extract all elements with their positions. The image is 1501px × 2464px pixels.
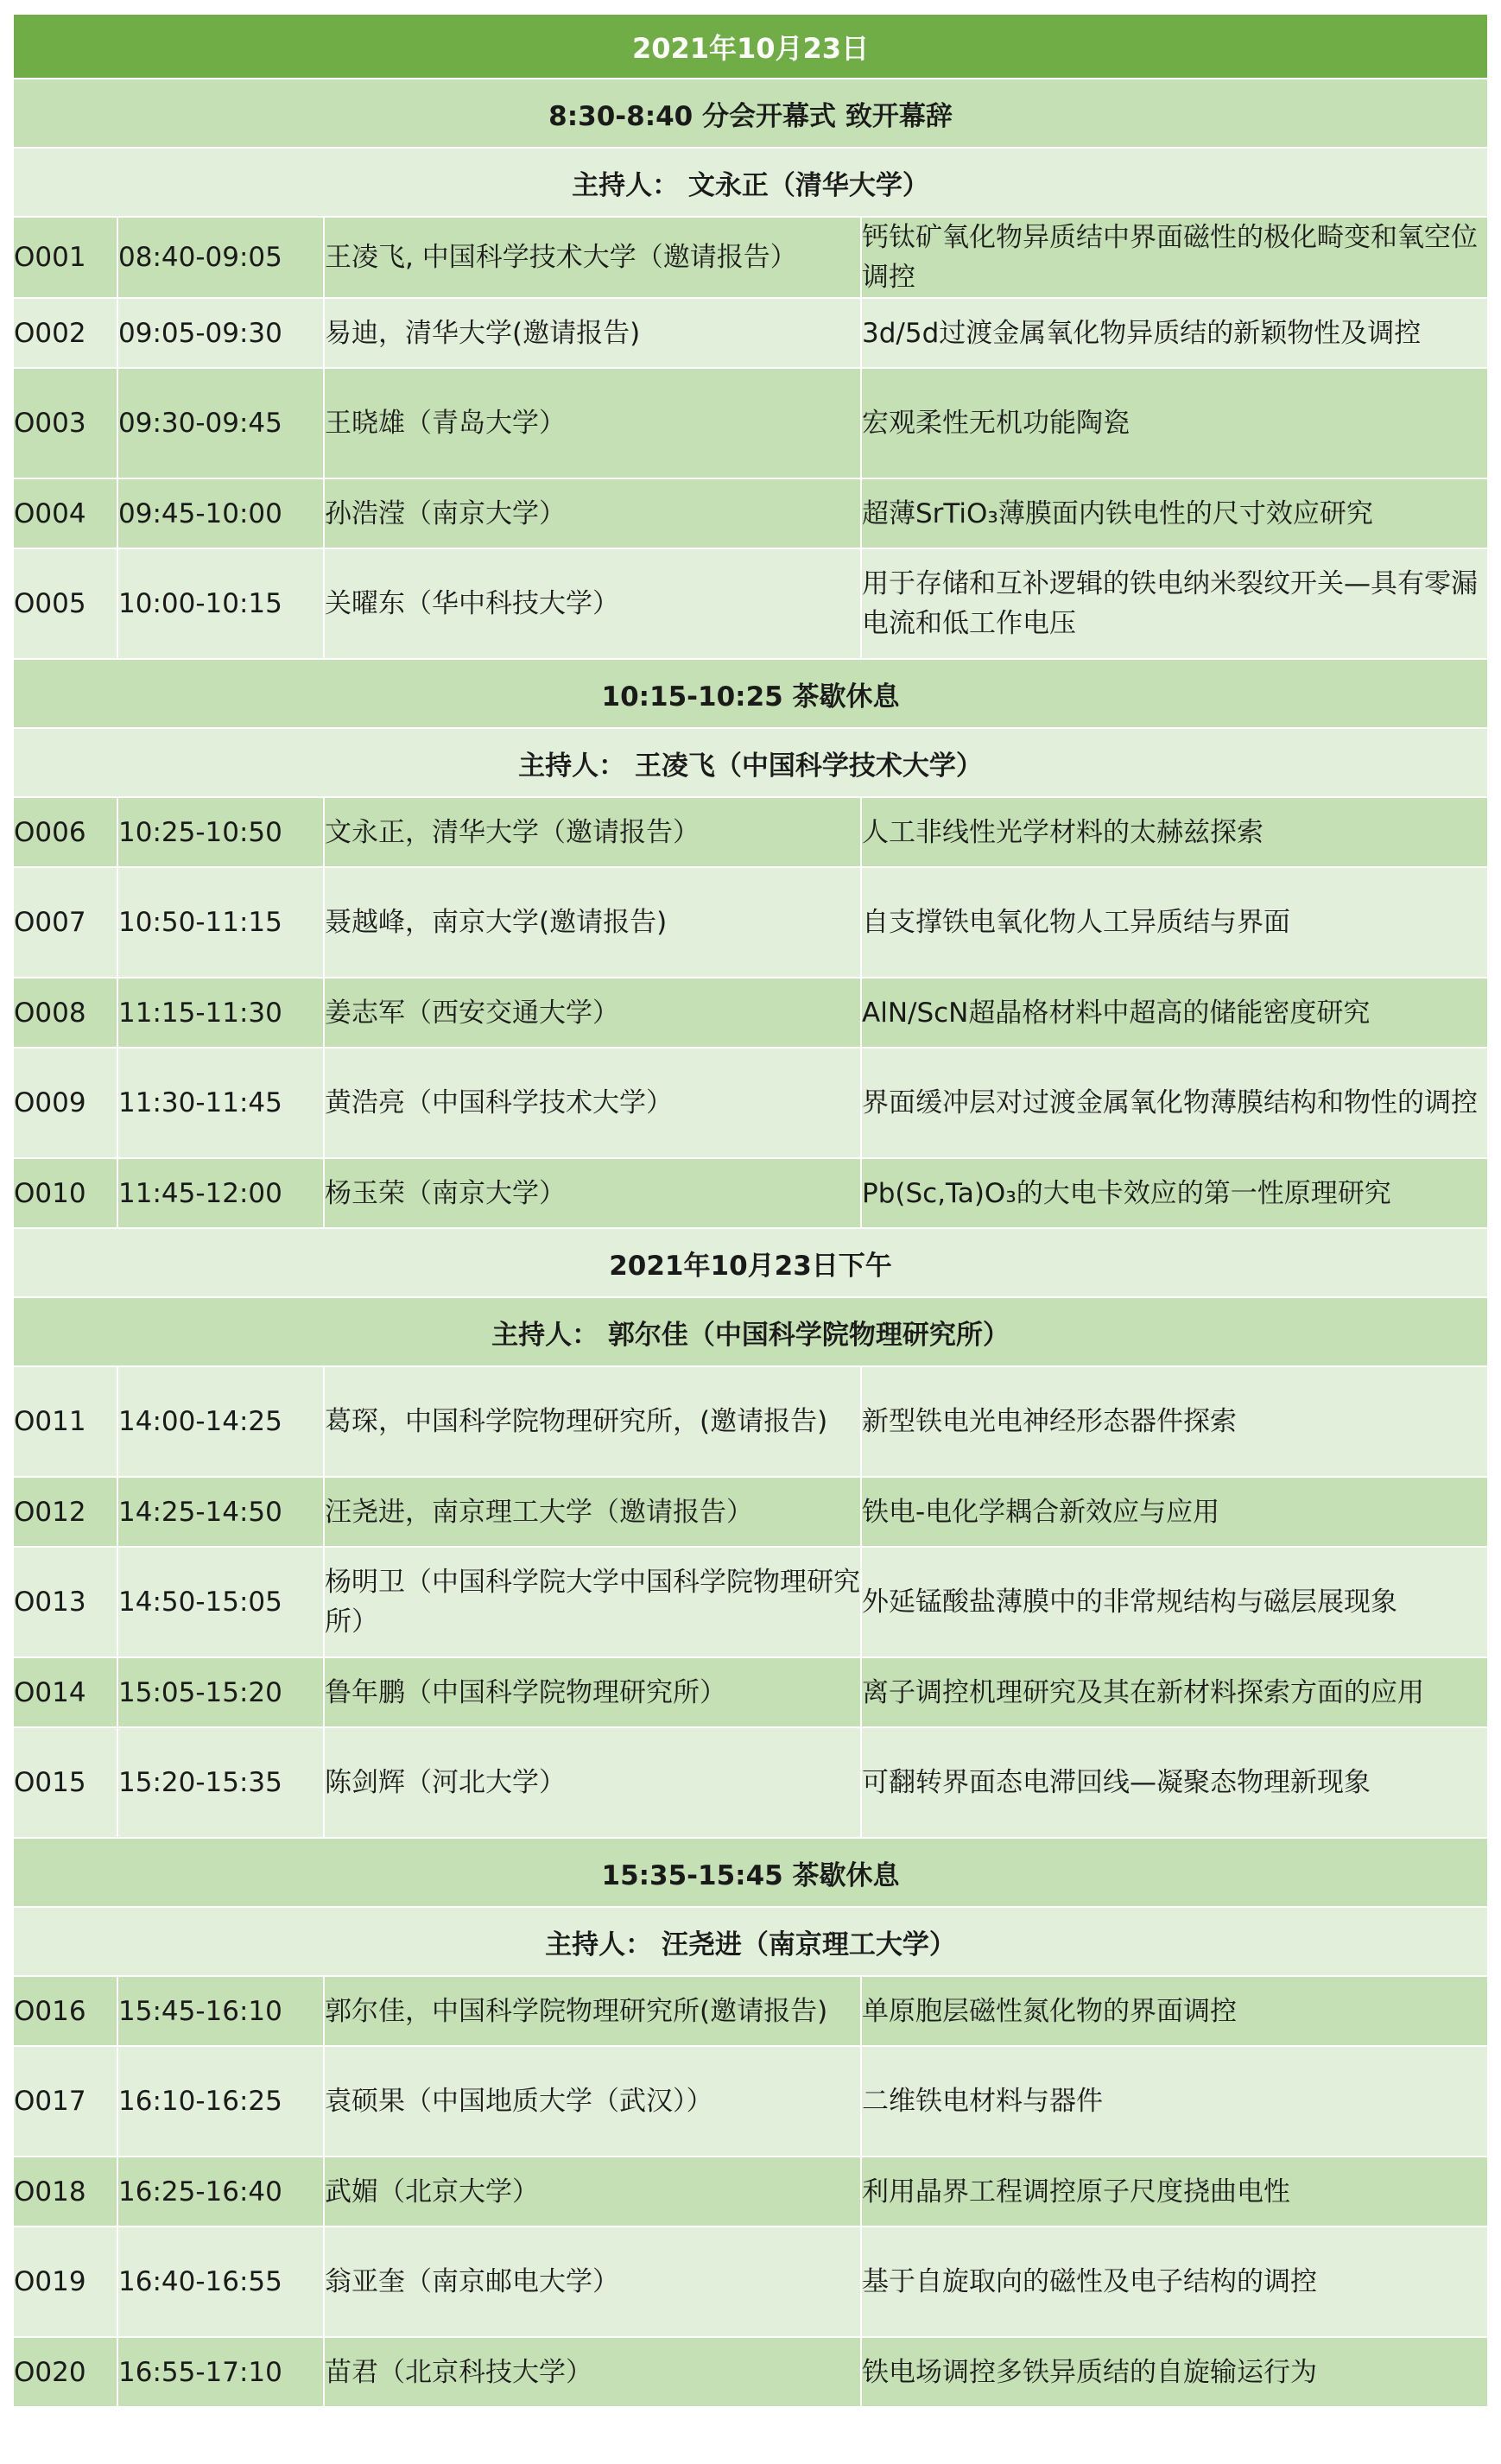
section-row [14, 729, 1487, 796]
section-label: 15:35-15:45 茶歇休息 [14, 1839, 1487, 1906]
talk-id: O006 [14, 798, 117, 866]
talk-speaker: 陈剑辉（河北大学） [325, 1728, 860, 1837]
talk-speaker: 汪尧进，南京理工大学（邀请报告） [325, 1478, 860, 1546]
talk-id: O013 [14, 1548, 117, 1656]
talk-speaker: 袁硕果（中国地质大学（武汉）） [325, 2047, 860, 2156]
talk-speaker: 王凌飞, 中国科学技术大学（邀请报告） [325, 218, 860, 297]
talk-title: 3d/5d过渡金属氧化物异质结的新颖物性及调控 [862, 299, 1487, 367]
talk-title: Pb(Sc,Ta)O₃的大电卡效应的第一性原理研究 [862, 1159, 1487, 1227]
talk-title: 超薄SrTiO₃薄膜面内铁电性的尺寸效应研究 [862, 479, 1487, 548]
talk-title: 铁电场调控多铁异质结的自旋输运行为 [862, 2338, 1487, 2406]
talk-row [14, 1048, 1487, 1157]
talk-row [14, 299, 1487, 367]
talk-title: 用于存储和互补逻辑的铁电纳米裂纹开关—具有零漏电流和低工作电压 [862, 549, 1487, 658]
talk-speaker: 杨明卫（中国科学院大学中国科学院物理研究所） [325, 1548, 860, 1656]
talk-title: 外延锰酸盐薄膜中的非常规结构与磁层展现象 [862, 1548, 1487, 1656]
schedule-table [12, 13, 1489, 2408]
talk-title: 新型铁电光电神经形态器件探索 [862, 1367, 1487, 1476]
talk-time: 16:55-17:10 [118, 2338, 323, 2406]
talk-id: O016 [14, 1977, 117, 2045]
section-row [14, 1298, 1487, 1365]
schedule-body [14, 15, 1487, 2406]
talk-row [14, 868, 1487, 977]
talk-row [14, 798, 1487, 866]
talk-id: O018 [14, 2157, 117, 2226]
talk-time: 09:05-09:30 [118, 299, 323, 367]
talk-speaker: 苗君（北京科技大学） [325, 2338, 860, 2406]
talk-row [14, 1159, 1487, 1227]
talk-speaker: 鲁年鹏（中国科学院物理研究所） [325, 1658, 860, 1726]
section-row [14, 660, 1487, 727]
talk-row [14, 1548, 1487, 1656]
talk-speaker: 聂越峰，南京大学(邀请报告) [325, 868, 860, 977]
talk-time: 09:45-10:00 [118, 479, 323, 548]
talk-id: O014 [14, 1658, 117, 1726]
talk-title: 钙钛矿氧化物异质结中界面磁性的极化畸变和氧空位调控 [862, 218, 1487, 297]
section-row [14, 1229, 1487, 1296]
talk-row [14, 2227, 1487, 2336]
talk-title: 单原胞层磁性氮化物的界面调控 [862, 1977, 1487, 2045]
section-label: 主持人： 王凌飞（中国科学技术大学） [14, 729, 1487, 796]
talk-title: 宏观柔性无机功能陶瓷 [862, 369, 1487, 478]
talk-time: 16:40-16:55 [118, 2227, 323, 2336]
talk-time: 16:25-16:40 [118, 2157, 323, 2226]
talk-title: 可翻转界面态电滞回线—凝聚态物理新现象 [862, 1728, 1487, 1837]
talk-speaker: 黄浩亮（中国科学技术大学） [325, 1048, 860, 1157]
talk-id: O012 [14, 1478, 117, 1546]
talk-id: O001 [14, 218, 117, 297]
talk-title: 人工非线性光学材料的太赫兹探索 [862, 798, 1487, 866]
talk-time: 08:40-09:05 [118, 218, 323, 297]
talk-title: 自支撑铁电氧化物人工异质结与界面 [862, 868, 1487, 977]
talk-speaker: 武媚（北京大学） [325, 2157, 860, 2226]
talk-speaker: 易迪，清华大学(邀请报告) [325, 299, 860, 367]
section-label: 主持人： 郭尔佳（中国科学院物理研究所） [14, 1298, 1487, 1365]
section-label: 2021年10月23日下午 [14, 1229, 1487, 1296]
talk-speaker: 翁亚奎（南京邮电大学） [325, 2227, 860, 2336]
talk-row [14, 979, 1487, 1047]
talk-time: 11:30-11:45 [118, 1048, 323, 1157]
talk-speaker: 郭尔佳，中国科学院物理研究所(邀请报告) [325, 1977, 860, 2045]
talk-row [14, 549, 1487, 658]
talk-time: 10:25-10:50 [118, 798, 323, 866]
talk-title: 二维铁电材料与器件 [862, 2047, 1487, 2156]
talk-row [14, 2157, 1487, 2226]
talk-row [14, 2047, 1487, 2156]
talk-title: 基于自旋取向的磁性及电子结构的调控 [862, 2227, 1487, 2336]
talk-time: 15:45-16:10 [118, 1977, 323, 2045]
talk-title: 利用晶界工程调控原子尺度挠曲电性 [862, 2157, 1487, 2226]
talk-row [14, 1728, 1487, 1837]
talk-title: AlN/ScN超晶格材料中超高的储能密度研究 [862, 979, 1487, 1047]
talk-title: 界面缓冲层对过渡金属氧化物薄膜结构和物性的调控 [862, 1048, 1487, 1157]
section-label: 8:30-8:40 分会开幕式 致开幕辞 [14, 79, 1487, 147]
talk-speaker: 王晓雄（青岛大学） [325, 369, 860, 478]
section-row [14, 1908, 1487, 1975]
talk-id: O008 [14, 979, 117, 1047]
talk-id: O003 [14, 369, 117, 478]
date-header-row [14, 15, 1487, 78]
talk-speaker: 关曜东（华中科技大学） [325, 549, 860, 658]
talk-time: 11:15-11:30 [118, 979, 323, 1047]
talk-id: O007 [14, 868, 117, 977]
talk-speaker: 姜志军（西安交通大学） [325, 979, 860, 1047]
talk-time: 09:30-09:45 [118, 369, 323, 478]
talk-id: O020 [14, 2338, 117, 2406]
talk-speaker: 葛琛，中国科学院物理研究所，(邀请报告) [325, 1367, 860, 1476]
talk-speaker: 孙浩滢（南京大学） [325, 479, 860, 548]
talk-row [14, 479, 1487, 548]
talk-row [14, 2338, 1487, 2406]
talk-id: O002 [14, 299, 117, 367]
talk-id: O017 [14, 2047, 117, 2156]
talk-time: 10:00-10:15 [118, 549, 323, 658]
talk-id: O011 [14, 1367, 117, 1476]
talk-time: 11:45-12:00 [118, 1159, 323, 1227]
section-label: 主持人： 文永正（清华大学） [14, 149, 1487, 216]
talk-row [14, 1367, 1487, 1476]
talk-time: 14:25-14:50 [118, 1478, 323, 1546]
talk-time: 14:50-15:05 [118, 1548, 323, 1656]
talk-time: 16:10-16:25 [118, 2047, 323, 2156]
section-row [14, 149, 1487, 216]
section-label: 主持人： 汪尧进（南京理工大学） [14, 1908, 1487, 1975]
date-header: 2021年10月23日 [14, 15, 1487, 78]
talk-id: O004 [14, 479, 117, 548]
talk-id: O015 [14, 1728, 117, 1837]
talk-speaker: 杨玉荣（南京大学） [325, 1159, 860, 1227]
talk-id: O019 [14, 2227, 117, 2336]
talk-row [14, 369, 1487, 478]
section-row [14, 79, 1487, 147]
talk-speaker: 文永正，清华大学（邀请报告） [325, 798, 860, 866]
talk-row [14, 1478, 1487, 1546]
talk-row [14, 1658, 1487, 1726]
talk-title: 离子调控机理研究及其在新材料探索方面的应用 [862, 1658, 1487, 1726]
talk-title: 铁电-电化学耦合新效应与应用 [862, 1478, 1487, 1546]
talk-id: O005 [14, 549, 117, 658]
section-row [14, 1839, 1487, 1906]
talk-time: 14:00-14:25 [118, 1367, 323, 1476]
talk-time: 15:05-15:20 [118, 1658, 323, 1726]
talk-id: O009 [14, 1048, 117, 1157]
section-label: 10:15-10:25 茶歇休息 [14, 660, 1487, 727]
talk-time: 15:20-15:35 [118, 1728, 323, 1837]
talk-row [14, 218, 1487, 297]
talk-id: O010 [14, 1159, 117, 1227]
talk-row [14, 1977, 1487, 2045]
talk-time: 10:50-11:15 [118, 868, 323, 977]
